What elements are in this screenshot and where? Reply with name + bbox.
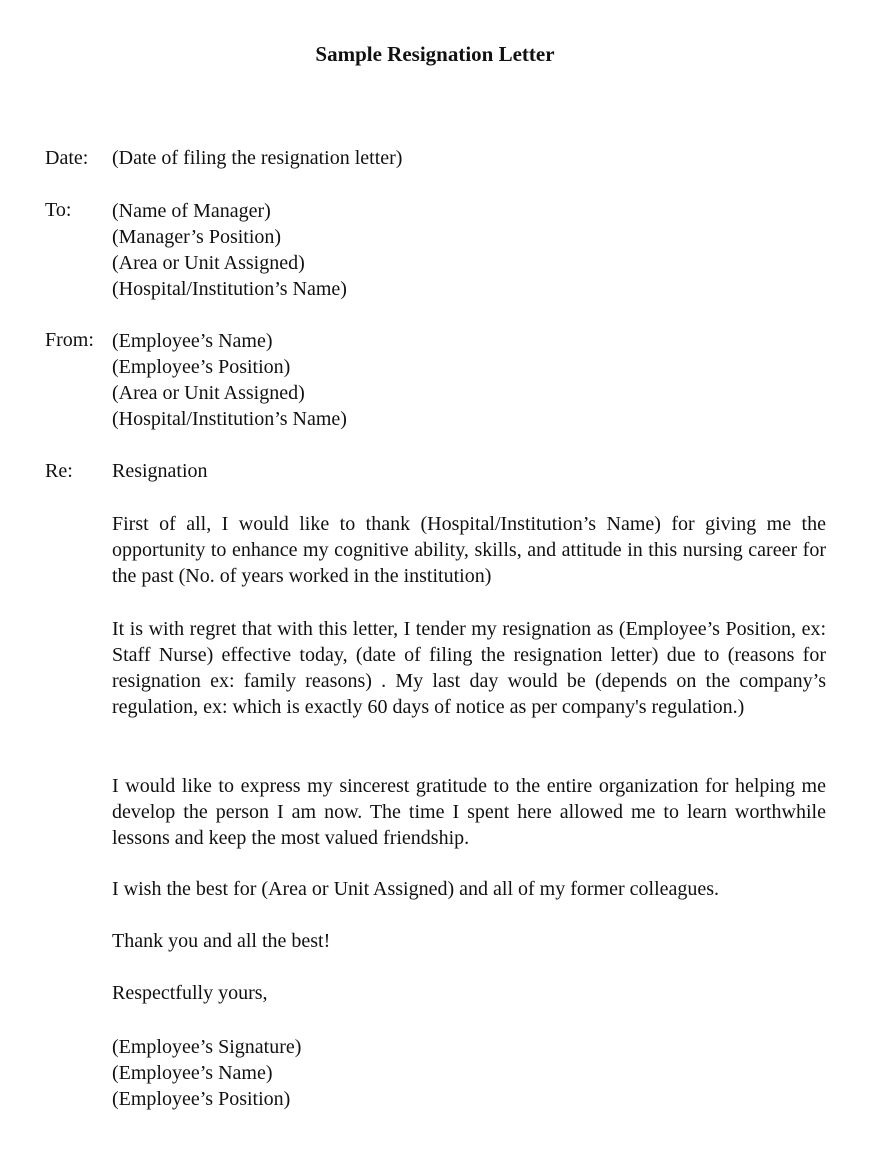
body-paragraph: First of all, I would like to thank (Hospital/Institution’s Name) for giving me the opportunity to enhance my cognitive ability, skills, and attitude in this nursing career for the past (No. of years worked in the institution): [112, 513, 826, 587]
re-value: Resignation: [112, 460, 208, 482]
closing: Respectfully yours,: [112, 982, 268, 1004]
body-paragraph: It is with regret that with this letter, I tender my resignation as (Employee’s Position, ex: Staff Nurse) effective today, (date of filing the resignation letter) due to (reasons for resignation ex: family reasons) . My last day would be (depends on the company’s regulation, ex: which is exactly 60 days of notice as per company's regulation.): [112, 618, 826, 718]
from-block: [112, 328, 347, 432]
from-line: (Employee’s Position): [112, 356, 291, 378]
from-line: (Employee’s Name): [112, 330, 273, 352]
re-label: Re:: [45, 460, 73, 482]
signature-line: (Employee’s Position): [112, 1088, 291, 1110]
signature-block: [112, 1034, 301, 1112]
to-line: (Hospital/Institution’s Name): [112, 278, 347, 300]
from-label: From:: [45, 329, 94, 351]
date-value: (Date of filing the resignation letter): [112, 147, 403, 169]
to-label: To:: [45, 199, 72, 221]
signature-line: (Employee’s Signature): [112, 1036, 302, 1058]
from-line: (Hospital/Institution’s Name): [112, 408, 347, 430]
body-paragraph: I would like to express my sincerest gratitude to the entire organization for helping me develop the person I am now. The time I spent here allowed me to learn worthwhile lessons and keep the most valued friendship.: [112, 775, 826, 849]
to-line: (Area or Unit Assigned): [112, 252, 305, 274]
body-paragraph: Thank you and all the best!: [112, 930, 331, 952]
body-paragraph: I wish the best for (Area or Unit Assigned) and all of my former colleagues.: [112, 878, 720, 900]
to-line: (Name of Manager): [112, 200, 271, 222]
signature-line: (Employee’s Name): [112, 1062, 273, 1084]
to-block: [112, 198, 347, 302]
letter-title: Sample Resignation Letter: [315, 42, 555, 66]
to-line: (Manager’s Position): [112, 226, 282, 248]
from-line: (Area or Unit Assigned): [112, 382, 305, 404]
date-label: Date:: [45, 147, 89, 169]
